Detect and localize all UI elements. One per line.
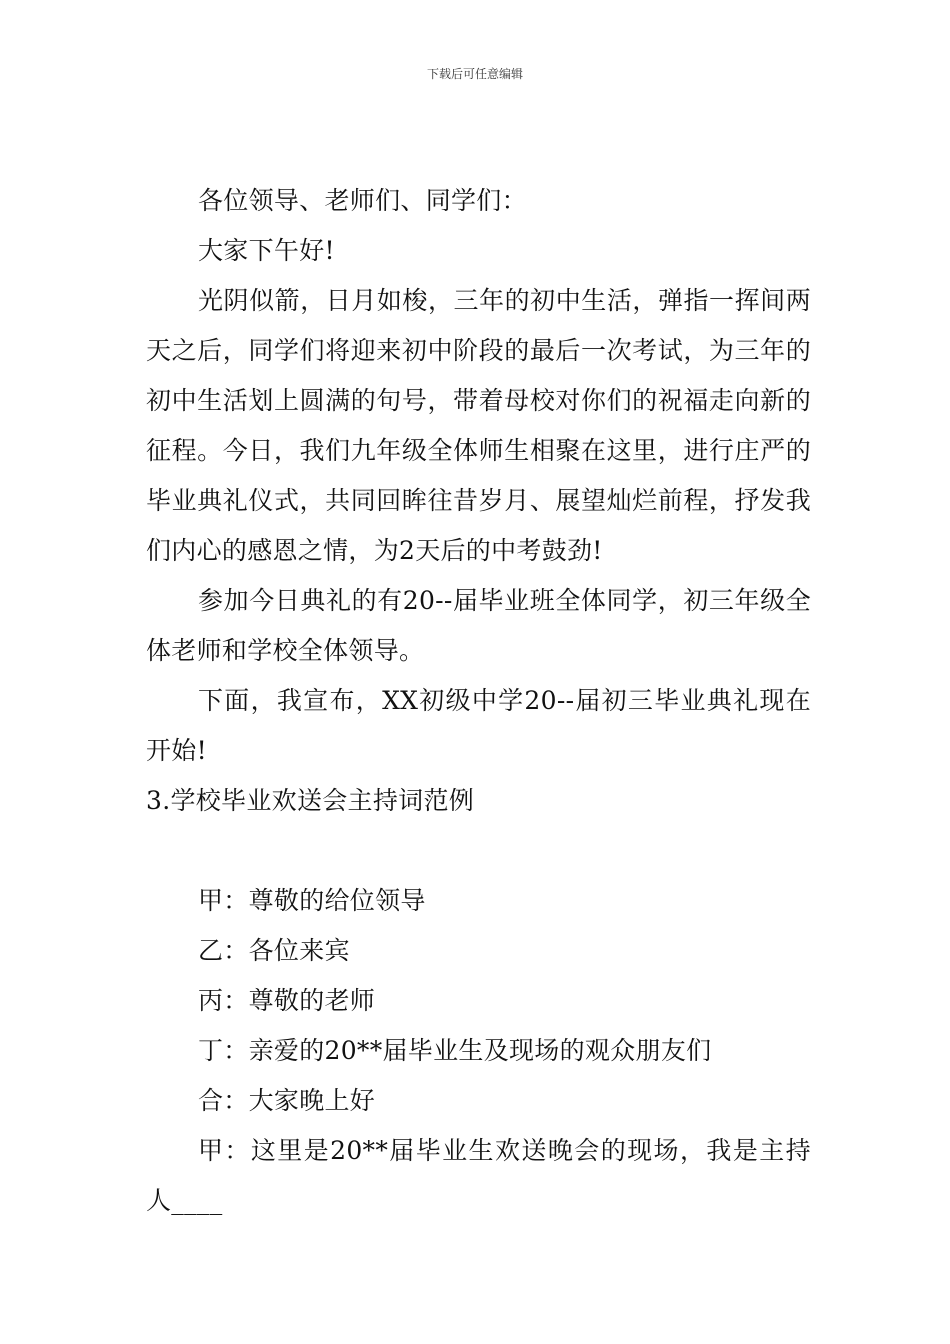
- greeting: 大家下午好!: [198, 236, 335, 265]
- salutation: 各位领导、老师们、同学们：: [198, 186, 527, 215]
- page-header: 下载后可任意编辑: [426, 67, 523, 81]
- dialogue-line: 甲：尊敬的给位领导: [198, 886, 426, 915]
- dialogue-line: 丁：亲爱的20**届毕业生及现场的观众朋友们: [198, 1036, 712, 1065]
- body-paragraph: 光阴似箭，日月如梭，三年的初中生活，弹指一挥间两天之后，同学们将迎来初中阶段的最后一次考试，为三年的初中生活划上圆满的句号，带着母校对你们的祝福走向新的征程。今日，我们九年级全体师生相聚在这里，进行庄严的毕业典礼仪式，共同回眸往昔岁月、展望灿烂前程，抒发我们内心的感恩之情，为2天后的中考鼓劲!: [146, 286, 811, 565]
- section-heading: 3.学校毕业欢送会主持词范例: [146, 786, 475, 815]
- body-paragraph: 参加今日典礼的有20--届毕业班全体同学，初三年级全体老师和学校全体领导。: [146, 586, 811, 665]
- dialogue-line: 乙：各位来宾: [198, 936, 350, 965]
- dialogue-line: 甲：这里是20**届毕业生欢送晚会的现场，我是主持人____: [146, 1136, 811, 1215]
- dialogue-line: 合：大家晚上好: [198, 1086, 376, 1115]
- body-paragraph: 下面，我宣布，XX初级中学20--届初三毕业典礼现在开始!: [146, 686, 811, 765]
- spacer: [146, 826, 811, 876]
- document-body: [146, 176, 811, 1226]
- dialogue-line: 丙：尊敬的老师: [198, 986, 376, 1015]
